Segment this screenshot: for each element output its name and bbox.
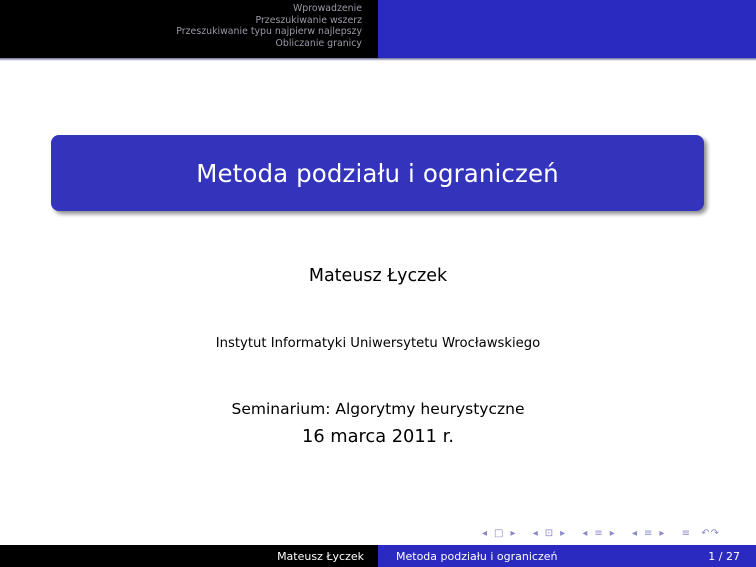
next-slide-icon[interactable]: ▸ <box>659 528 666 539</box>
section-nav-group[interactable] <box>582 528 621 539</box>
institute-name: Instytut Informatyki Uniwersytetu Wrocławskiego <box>215 336 541 351</box>
section-icon[interactable]: ≡ <box>594 528 604 539</box>
prev-subsection-icon[interactable]: ◂ <box>532 528 539 539</box>
next-section-icon[interactable]: ▸ <box>609 528 616 539</box>
author-name: Mateusz Łyczek <box>308 266 448 286</box>
section-link-wprowadzenie[interactable]: Wprowadzenie <box>293 3 362 14</box>
frame-icon[interactable]: □ <box>494 528 505 539</box>
prev-frame-icon[interactable]: ◂ <box>482 528 489 539</box>
section-link-najpierw-najlepszy[interactable]: Przeszukiwanie typu najpierw najlepszy <box>176 26 362 37</box>
header-bar <box>0 0 756 60</box>
footer-left <box>0 545 378 567</box>
outline-icon[interactable]: ≡ <box>681 528 692 539</box>
next-subsection-icon[interactable]: ▸ <box>560 528 567 539</box>
title-box <box>51 135 704 211</box>
header-shadow <box>0 58 756 61</box>
footer-bar <box>0 545 756 567</box>
prev-slide-icon[interactable]: ◂ <box>631 528 639 539</box>
prev-section-icon[interactable]: ◂ <box>582 528 589 539</box>
section-link-przeszukiwanie-wszerz[interactable]: Przeszukiwanie wszerz <box>255 14 362 26</box>
section-link-obliczanie-granicy[interactable]: Obliczanie granicy <box>275 37 362 49</box>
navigation-symbols <box>482 528 726 539</box>
footer-title: Metoda podziału i ograniczeń <box>396 549 558 563</box>
search-icon[interactable]: ↶↷ <box>701 528 720 539</box>
footer-author: Mateusz Łyczek <box>277 549 364 563</box>
next-frame-icon[interactable]: ▸ <box>510 528 517 539</box>
event-name: Seminarium: Algorytmy heurystyczne <box>231 400 525 418</box>
frame-nav-group[interactable] <box>482 528 523 539</box>
section-navigation <box>0 0 378 58</box>
slide-nav-group[interactable] <box>632 528 671 539</box>
slide-icon[interactable]: ≡ <box>644 528 654 539</box>
subsection-nav-group[interactable] <box>533 528 572 539</box>
page-number: 1 / 27 <box>708 549 740 563</box>
footer-right <box>378 545 756 567</box>
presentation-title: Metoda podziału i ograniczeń <box>196 158 559 188</box>
presentation-date: 16 marca 2011 r. <box>302 426 454 447</box>
subsection-icon[interactable]: ⊡ <box>544 528 555 539</box>
header-right-panel <box>378 0 756 58</box>
